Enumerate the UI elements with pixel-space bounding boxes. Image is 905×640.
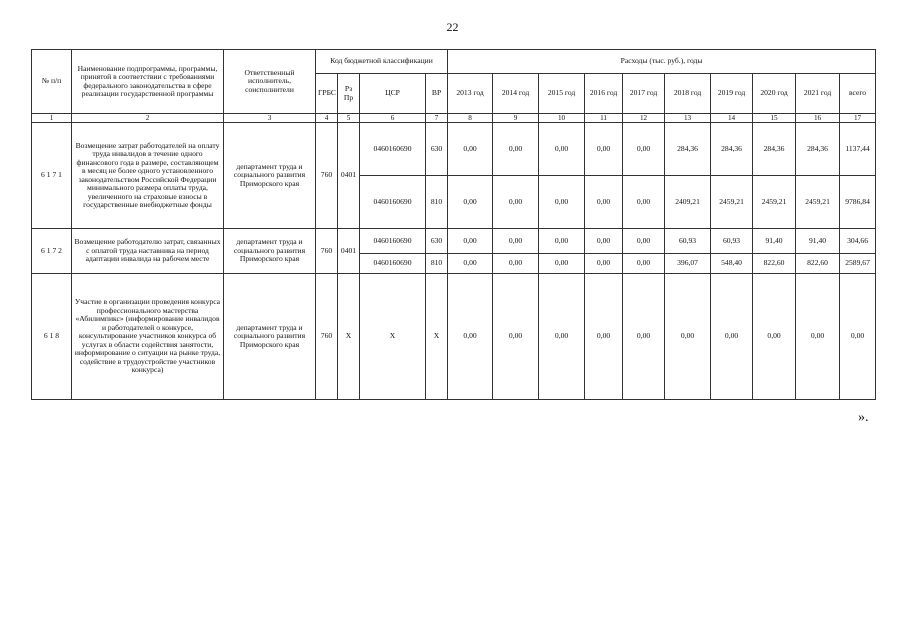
row-value: 0,00 [796, 274, 840, 400]
row-grbs: 760 [316, 274, 338, 400]
row-vr: 630 [426, 229, 448, 254]
column-number: 15 [753, 114, 796, 123]
row-value: 0,00 [539, 229, 585, 254]
row-value: 0,00 [623, 123, 665, 176]
row-value: 284,36 [753, 123, 796, 176]
row-value: 0,00 [585, 176, 623, 229]
column-number: 13 [665, 114, 711, 123]
row-value: 0,00 [585, 254, 623, 274]
row-value: 0,00 [623, 229, 665, 254]
header-budget-code: Код бюджетной классификации [316, 50, 448, 74]
row-name: Возмещение затрат работодателей на оплату труда инвалидов в течение одного финансового года в размере, составляющем в месяц не более одного установленного законодательством Российской Федерации минимального размера оплаты труда, увеличенного на страховые взносы в государственные внебюджетные фонды [72, 123, 224, 229]
row-value: 0,00 [539, 274, 585, 400]
row-total: 9786,84 [840, 176, 876, 229]
row-total: 2589,67 [840, 254, 876, 274]
header-year: 2015 год [539, 74, 585, 114]
header-grbs: ГРБС [316, 74, 338, 114]
row-csr: Х [360, 274, 426, 400]
row-number: 6 1 7 1 [32, 123, 72, 229]
header-rz-pr: Рз Пр [338, 74, 360, 114]
row-number: 6 1 7 2 [32, 229, 72, 274]
column-number: 11 [585, 114, 623, 123]
budget-table [31, 49, 876, 400]
row-value: 0,00 [493, 229, 539, 254]
row-executor: департамент труда и социального развития Приморского края [224, 123, 316, 229]
row-value: 0,00 [539, 254, 585, 274]
row-value: 91,40 [796, 229, 840, 254]
row-value: 2459,21 [753, 176, 796, 229]
row-total: 1137,44 [840, 123, 876, 176]
column-number: 5 [338, 114, 360, 123]
column-number: 1 [32, 114, 72, 123]
header-year: 2016 год [585, 74, 623, 114]
column-number: 10 [539, 114, 585, 123]
row-value: 822,60 [753, 254, 796, 274]
row-value: 822,60 [796, 254, 840, 274]
row-value: 2459,21 [711, 176, 753, 229]
row-csr: 0460160690 [360, 123, 426, 176]
page-number: 22 [446, 20, 459, 34]
row-value: 0,00 [623, 254, 665, 274]
header-executor: Ответственный исполнитель, соисполнители [224, 50, 316, 114]
header-year: 2014 год [493, 74, 539, 114]
header-csr: ЦСР [360, 74, 426, 114]
row-number: 6 1 8 [32, 274, 72, 400]
header-num: № п/п [32, 50, 72, 114]
column-number: 17 [840, 114, 876, 123]
row-executor: департамент труда и социального развития Приморского края [224, 274, 316, 400]
column-number: 3 [224, 114, 316, 123]
column-number-row [32, 114, 876, 123]
column-number: 2 [72, 114, 224, 123]
row-csr: 0460160690 [360, 229, 426, 254]
header-total: всего [840, 74, 876, 114]
row-value: 548,40 [711, 254, 753, 274]
header-year: 2020 год [753, 74, 796, 114]
row-name: Участие в организации проведения конкурса профессионального мастерства «Абилимпикс» (информирование инвалидов и работодателей о конкурсе, консультирование участников конкурса об услугах в области содействия занятости, информирование о ситуации на рынке труда, содействие в трудоустройстве участников конкурса) [72, 274, 224, 400]
header-name: Наименование подпрограммы, программы, принятой в соответствии с требованиями федерального законодательства в сфере реализации государственной программы [72, 50, 224, 114]
row-grbs: 760 [316, 123, 338, 229]
row-value: 0,00 [623, 176, 665, 229]
row-value: 2459,21 [796, 176, 840, 229]
row-value: 0,00 [493, 274, 539, 400]
row-value: 0,00 [585, 229, 623, 254]
row-value: 0,00 [665, 274, 711, 400]
row-value: 0,00 [448, 274, 493, 400]
header-year: 2021 год [796, 74, 840, 114]
row-name: Возмещение работодателю затрат, связанных с оплатой труда наставника на период адаптации инвалида на рабочем месте [72, 229, 224, 274]
row-value: 0,00 [753, 274, 796, 400]
closing-quote-mark: ». [858, 410, 869, 425]
row-csr: 0460160690 [360, 176, 426, 229]
row-value: 0,00 [585, 123, 623, 176]
header-row-1 [32, 50, 876, 74]
row-total: 0,00 [840, 274, 876, 400]
row-vr: 810 [426, 176, 448, 229]
row-value: 0,00 [493, 176, 539, 229]
header-year: 2017 год [623, 74, 665, 114]
row-value: 0,00 [539, 123, 585, 176]
row-value: 284,36 [796, 123, 840, 176]
column-number: 6 [360, 114, 426, 123]
row-csr: 0460160690 [360, 254, 426, 274]
row-value: 2409,21 [665, 176, 711, 229]
table-row [32, 229, 876, 254]
column-number: 8 [448, 114, 493, 123]
column-number: 12 [623, 114, 665, 123]
row-value: 0,00 [448, 123, 493, 176]
row-rz-pr: Х [338, 274, 360, 400]
header-expenses: Расходы (тыс. руб.), годы [448, 50, 876, 74]
row-value: 0,00 [448, 254, 493, 274]
row-value: 0,00 [623, 274, 665, 400]
header-vr: ВР [426, 74, 448, 114]
header-year: 2019 год [711, 74, 753, 114]
row-value: 60,93 [665, 229, 711, 254]
table-row [32, 123, 876, 176]
row-value: 284,36 [711, 123, 753, 176]
column-number: 7 [426, 114, 448, 123]
row-vr: 630 [426, 123, 448, 176]
row-value: 0,00 [711, 274, 753, 400]
row-value: 0,00 [448, 229, 493, 254]
row-value: 0,00 [493, 123, 539, 176]
row-rz-pr: 0401 [338, 229, 360, 274]
table-row [32, 274, 876, 400]
row-value: 396,07 [665, 254, 711, 274]
row-grbs: 760 [316, 229, 338, 274]
row-vr: Х [426, 274, 448, 400]
row-value: 91,40 [753, 229, 796, 254]
header-year: 2018 год [665, 74, 711, 114]
row-total: 304,66 [840, 229, 876, 254]
column-number: 9 [493, 114, 539, 123]
row-value: 0,00 [493, 254, 539, 274]
row-rz-pr: 0401 [338, 123, 360, 229]
row-value: 0,00 [585, 274, 623, 400]
column-number: 16 [796, 114, 840, 123]
row-value: 60,93 [711, 229, 753, 254]
row-value: 0,00 [448, 176, 493, 229]
row-executor: департамент труда и социального развития Приморского края [224, 229, 316, 274]
row-value: 284,36 [665, 123, 711, 176]
row-vr: 810 [426, 254, 448, 274]
column-number: 4 [316, 114, 338, 123]
header-year: 2013 год [448, 74, 493, 114]
column-number: 14 [711, 114, 753, 123]
row-value: 0,00 [539, 176, 585, 229]
